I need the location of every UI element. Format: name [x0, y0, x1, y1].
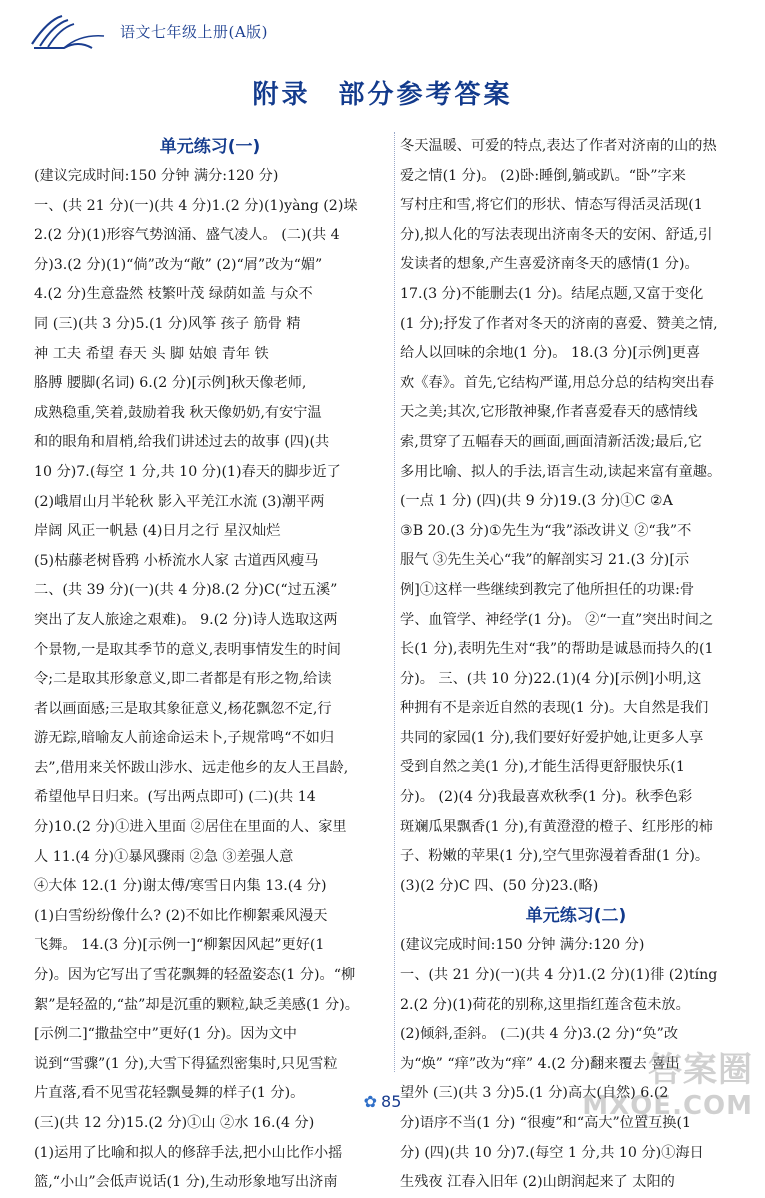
answer-line: 岸阔 风正一帆悬 (4)日月之行 星汉灿烂: [34, 523, 281, 540]
answer-line: 说到“雪骤”(1 分),大雪下得猛烈密集时,只见雪粒: [34, 1055, 338, 1072]
answer-line: [示例二]“撒盐空中”更好(1 分)。因为文中: [34, 1026, 297, 1043]
answer-line: 子、粉嫩的苹果(1 分),空气里弥漫着香甜(1 分)。: [400, 848, 710, 865]
watermark-url: MXQE.COM: [582, 1091, 753, 1121]
answer-line: 飞舞。 14.(3 分)[示例一]“柳絮因风起”更好(1: [34, 937, 325, 954]
answer-line: 17.(3 分)不能删去(1 分)。结尾点题,又富于变化: [400, 285, 704, 302]
answer-line: 者以画面感;三是取其象征意义,杨花飘忽不定,行: [34, 700, 332, 717]
watermark-text: 答案圈: [648, 1050, 753, 1090]
answer-line: (建议完成时间:150 分钟 满分:120 分): [34, 168, 279, 184]
answer-line: 神 工夫 希望 春天 头 脚 姑娘 青年 铁: [34, 345, 269, 362]
answer-line: 分),拟人化的写法表现出济南冬天的安闲、舒适,引: [400, 226, 713, 243]
answer-line: 分)。 (2)(4 分)我最喜欢秋季(1 分)。秋季色彩: [400, 789, 693, 806]
answer-line: 发读者的想象,产生喜爱济南冬天的感情(1 分)。: [400, 256, 699, 273]
answer-line: 和的眼角和眉梢,给我们讲述过去的故事 (四)(共: [34, 434, 330, 451]
right-answer-text-a: [400, 132, 752, 901]
right-column: [400, 132, 752, 1198]
header-title: 语文七年级上册(A版): [120, 23, 269, 41]
answer-line: 人 11.(4 分)①暴风骤雨 ②急 ③差强人意: [34, 848, 294, 865]
left-column: [34, 132, 386, 1198]
answer-line: 生残夜 江春入旧年 (2)山朗润起来了 太阳的: [400, 1174, 675, 1191]
answer-line: 服气 ③先生关心“我”的解剖实习 21.(3 分)[示: [400, 552, 690, 569]
answer-line: 分)。 三、(共 10 分)22.(1)(4 分)[示例]小明,这: [400, 670, 702, 687]
section-title-unit-2: 单元练习(二): [525, 906, 627, 927]
answer-line: 分)10.(2 分)①进入里面 ②居住在里面的人、家里: [34, 819, 347, 836]
answer-line: 分)。因为它写出了雪花飘舞的轻盈姿态(1 分)。“柳: [34, 967, 356, 984]
answer-line: 爱之情(1 分)。 (2)卧:睡倒,躺或趴。“卧”字来: [400, 167, 686, 184]
answer-line: 片直落,看不见雪花轻飘曼舞的样子(1 分)。: [34, 1085, 305, 1102]
answer-line: 欢《春》。首先,它结构严谨,用总分总的结构突出春: [400, 374, 715, 391]
answer-line: 希望他早日归来。(写出两点即可) (二)(共 14: [34, 789, 316, 806]
answer-line: 长(1 分),表明先生对“我”的帮助是诚恳而持久的(1: [400, 641, 714, 658]
answer-line: 天之美;其次,它形散神聚,作者喜爱春天的感情线: [400, 404, 698, 421]
answer-line: ③B 20.(3 分)①先生为“我”添改讲义 ②“我”不: [400, 522, 692, 539]
book-logo-icon: [28, 14, 108, 50]
answer-line: 分)语序不当(1 分) “很瘦”和“高大”位置互换(1: [400, 1115, 692, 1131]
answer-line: 篮,“小山”会低声说话(1 分),生动形象地写出济南: [34, 1174, 338, 1191]
answer-line: (1 分);抒发了作者对冬天的济南的喜爱、赞美之情,: [400, 315, 718, 332]
answer-line: (一点 1 分) (四)(共 9 分)19.(3 分)①C ②A: [400, 493, 673, 510]
answer-line: (三)(共 12 分)15.(2 分)①山 ②水 16.(4 分): [34, 1115, 315, 1131]
page-title: [0, 74, 765, 111]
answer-line: (5)枯藤老树昏鸦 小桥流水人家 古道西风瘦马: [34, 552, 319, 569]
answer-line: (建议完成时间:150 分钟 满分:120 分): [400, 937, 645, 954]
page-title-main: 部分参考答案: [338, 80, 513, 110]
answer-line: 突出了友人旅途之艰难)。 9.(2 分)诗人选取这两: [34, 611, 338, 628]
answer-line: (2)倾斜,歪斜。 (二)(共 4 分)3.(2 分)“奂”改: [400, 1026, 679, 1043]
answer-line: 一、(共 21 分)(一)(共 4 分)1.(2 分)(1)徘 (2)tíng: [400, 967, 718, 984]
answer-line: 分) (四)(共 10 分)7.(每空 1 分,共 10 分)①海日: [400, 1144, 704, 1161]
answer-line: 斑斓瓜果飘香(1 分),有黄澄澄的橙子、红彤彤的柿: [400, 818, 713, 835]
answer-line: 絮”是轻盈的,“盐”却是沉重的颗粒,缺乏美感(1 分)。: [34, 996, 359, 1013]
answer-line: 同 (三)(共 3 分)5.(1 分)风筝 孩子 筋骨 精: [34, 315, 301, 332]
page-title-appendix: 附录: [252, 80, 311, 110]
answer-line: 2.(2 分)(1)荷花的别称,这里指红莲含苞未放。: [400, 996, 690, 1013]
answer-line: 去”,借用来关怀跋山涉水、远走他乡的友人王昌龄,: [34, 759, 349, 776]
answer-line: 10 分)7.(每空 1 分,共 10 分)(1)春天的脚步近了: [34, 463, 341, 480]
answer-line: 望外 (三)(共 3 分)5.(1 分)高大(自然) 6.(2: [400, 1085, 669, 1102]
answer-line: 个景物,一是取其季节的意义,表明事情发生的时间: [34, 641, 341, 658]
answer-line: 学、血管学、神经学(1 分)。 ②“一直”突出时间之: [400, 611, 714, 628]
answer-line: 成熟稳重,笑着,鼓励着我 秋天像奶奶,有安宁温: [34, 404, 322, 421]
answer-line: 2.(2 分)(1)形容气势汹涌、盛气凌人。 (二)(共 4: [34, 227, 340, 244]
answer-line: 胳膊 腰脚(名词) 6.(2 分)[示例]秋天像老师,: [34, 375, 307, 392]
answer-line: 受到自然之美(1 分),才能生活得更舒服快乐(1: [400, 759, 685, 776]
answer-line: 冬天温暖、可爱的特点,表达了作者对济南的山的热: [400, 138, 717, 154]
answer-line: 多用比喻、拟人的手法,语言生动,读起来富有童趣。: [400, 463, 722, 480]
answer-line: (1)运用了比喻和拟人的修辞手法,把小山比作小摇: [34, 1144, 343, 1161]
answer-line: 一、(共 21 分)(一)(共 4 分)1.(2 分)(1)yàng (2)垛: [34, 197, 358, 214]
answer-line: 游无踪,暗喻友人前途命运未卜,子规常鸣“不如归: [34, 730, 335, 747]
answer-line: 为“焕” “痒”改为“痒” 4.(2 分)翻来覆去 喜出: [400, 1055, 680, 1072]
answer-line: (1)白雪纷纷像什么? (2)不如比作柳絮乘风漫天: [34, 907, 328, 924]
answer-line: (2)峨眉山月半轮秋 影入平羌江水流 (3)潮平两: [34, 493, 325, 510]
section-title-unit-1: 单元练习(一): [159, 137, 261, 157]
answer-line: (3)(2 分)C 四、(50 分)23.(略): [400, 877, 599, 894]
watermark: [582, 1052, 753, 1124]
page-number: 85: [381, 1092, 402, 1111]
answer-line: 例]①这样一些继续到教完了他所担任的功课:骨: [400, 581, 695, 598]
answer-line: 共同的家园(1 分),我们要好好爱护她,让更多人享: [400, 729, 704, 746]
page-header: [28, 14, 748, 50]
left-answer-text: [34, 162, 386, 1198]
flower-icon: ✿: [363, 1092, 378, 1111]
answer-line: 分)3.(2 分)(1)“倘”改为“敞” (2)“屑”改为“媚”: [34, 256, 323, 273]
column-divider: [394, 132, 395, 1072]
answer-line: 二、(共 39 分)(一)(共 4 分)8.(2 分)C(“过五溪”: [34, 582, 338, 599]
answer-line: 令;二是取其形象意义,即二者都是有形之物,给读: [34, 671, 332, 688]
answer-line: ④大体 12.(1 分)谢太傅/寒雪日内集 13.(4 分): [34, 878, 327, 895]
answer-line: 写村庄和雪,将它们的形状、情态写得活灵活现(1: [400, 197, 703, 214]
answer-line: 4.(2 分)生意盎然 枝繁叶茂 绿荫如盖 与众不: [34, 286, 313, 303]
answer-line: 种拥有不是亲近自然的表现(1 分)。大自然是我们: [400, 700, 709, 717]
answer-line: 给人以回味的余地(1 分)。 18.(3 分)[示例]更喜: [400, 345, 701, 362]
answer-line: 索,贯穿了五幅春天的画面,画面清新活泼;最后,它: [400, 433, 703, 450]
